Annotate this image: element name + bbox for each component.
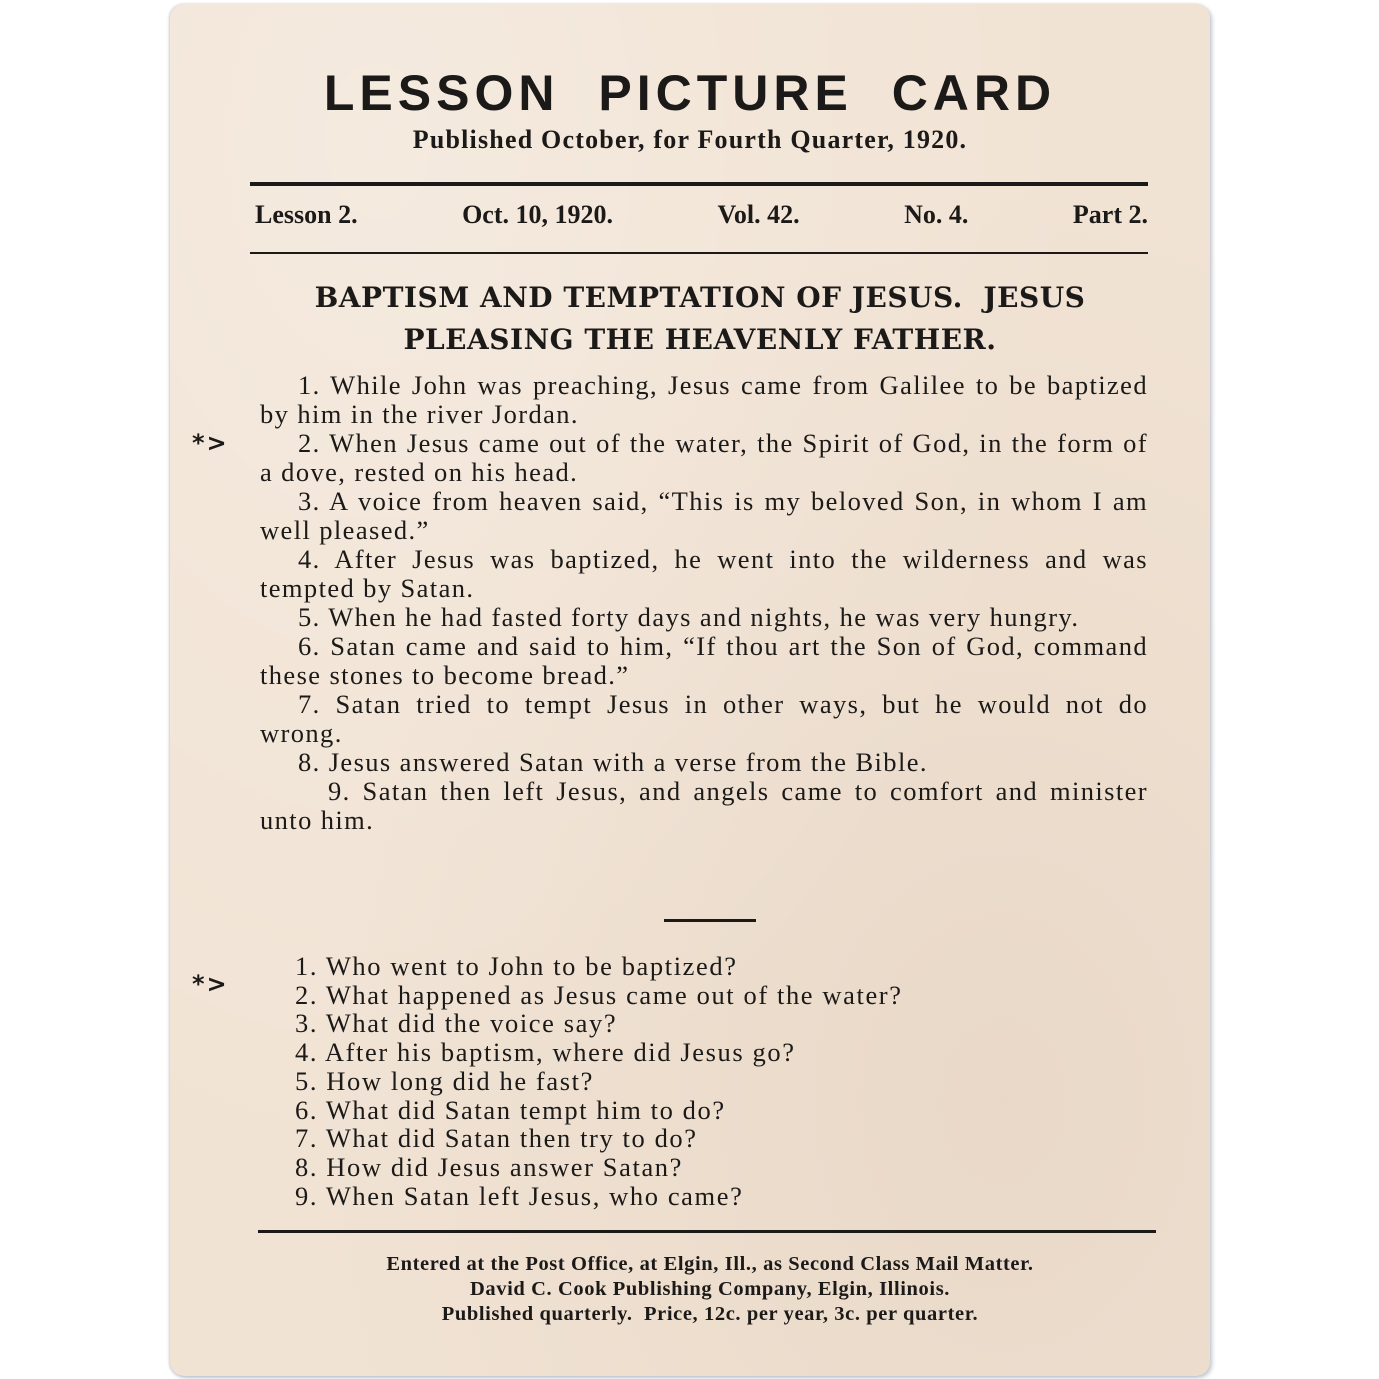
card-subtitle: Published October, for Fourth Quarter, 1920.	[412, 125, 968, 154]
top-rule	[250, 182, 1148, 186]
price-notice: Published quarterly. Price, 12c. per year, 3c. per quarter.	[441, 1303, 979, 1325]
question-item: 7. What did Satan then try to do?	[295, 1123, 698, 1154]
question-item: 2. What happened as Jesus came out of the water?	[295, 979, 903, 1010]
question-item: 1. Who went to John to be baptized?	[295, 951, 738, 981]
story-paragraph: 5. When he had fasted forty days and nights, he was very hungry.	[298, 602, 1080, 632]
question-item: 8. How did Jesus answer Satan?	[295, 1151, 684, 1182]
meta-rule	[250, 252, 1148, 254]
heading-line-2: PLEASING THE HEAVENLY FATHER.	[403, 323, 997, 356]
question-item: 3. What did the voice say?	[295, 1008, 618, 1039]
part-number: Part 2.	[1072, 200, 1148, 229]
card-title: LESSON PICTURE CARD	[323, 65, 1057, 121]
lesson-story	[260, 371, 1148, 835]
story-paragraph: 7. Satan tried to tempt Jesus in other ways, but he would not do wrong.	[260, 689, 1148, 748]
footer-rule	[258, 1230, 1156, 1233]
question-item: 5. How long did he fast?	[295, 1065, 594, 1096]
postal-notice: Entered at the Post Office, at Elgin, Ill., as Second Class Mail Matter.	[386, 1253, 1034, 1275]
publisher-name: David C. Cook Publishing Company, Elgin, Illinois.	[469, 1278, 950, 1300]
lesson-meta-row	[255, 200, 1148, 230]
question-item: 4. After his baptism, where did Jesus go?	[295, 1037, 796, 1068]
question-item: 6. What did Satan tempt him to do?	[295, 1094, 726, 1125]
story-paragraph: 1. While John was preaching, Jesus came from Galilee to be baptized by him in the river Jordan.	[260, 370, 1148, 429]
heading-line-1: BAPTISM AND TEMPTATION OF JESUS. JESUS	[314, 281, 1086, 314]
review-questions	[295, 952, 903, 1210]
question-item: 9. When Satan left Jesus, who came?	[295, 1180, 744, 1211]
story-paragraph: 9. Satan then left Jesus, and angels came to comfort and minister unto him.	[260, 776, 1148, 835]
story-paragraph: 3. A voice from heaven said, “This is my beloved Son, in whom I am well pleased.”	[260, 486, 1148, 545]
story-paragraph: 4. After Jesus was baptized, he went into the wilderness and was tempted by Satan.	[260, 544, 1148, 603]
volume-number: Vol. 42.	[717, 200, 800, 229]
story-paragraph: 6. Satan came and said to him, “If thou art the Son of God, command these stones to become bread.”	[260, 631, 1148, 690]
handwritten-star-arrow-mark: *>	[192, 429, 229, 457]
section-divider	[664, 919, 756, 922]
lesson-heading	[230, 277, 1170, 361]
publication-footer	[230, 1252, 1190, 1327]
lesson-number: Lesson 2.	[255, 200, 358, 229]
lesson-picture-card	[170, 4, 1210, 1376]
handwritten-star-arrow-mark: *>	[192, 970, 229, 998]
issue-number: No. 4.	[904, 200, 969, 229]
story-paragraph: 8. Jesus answered Satan with a verse from the Bible.	[298, 747, 928, 777]
story-paragraph: 2. When Jesus came out of the water, the Spirit of God, in the form of a dove, rested on his head.	[260, 428, 1148, 487]
lesson-date: Oct. 10, 1920.	[462, 200, 613, 229]
